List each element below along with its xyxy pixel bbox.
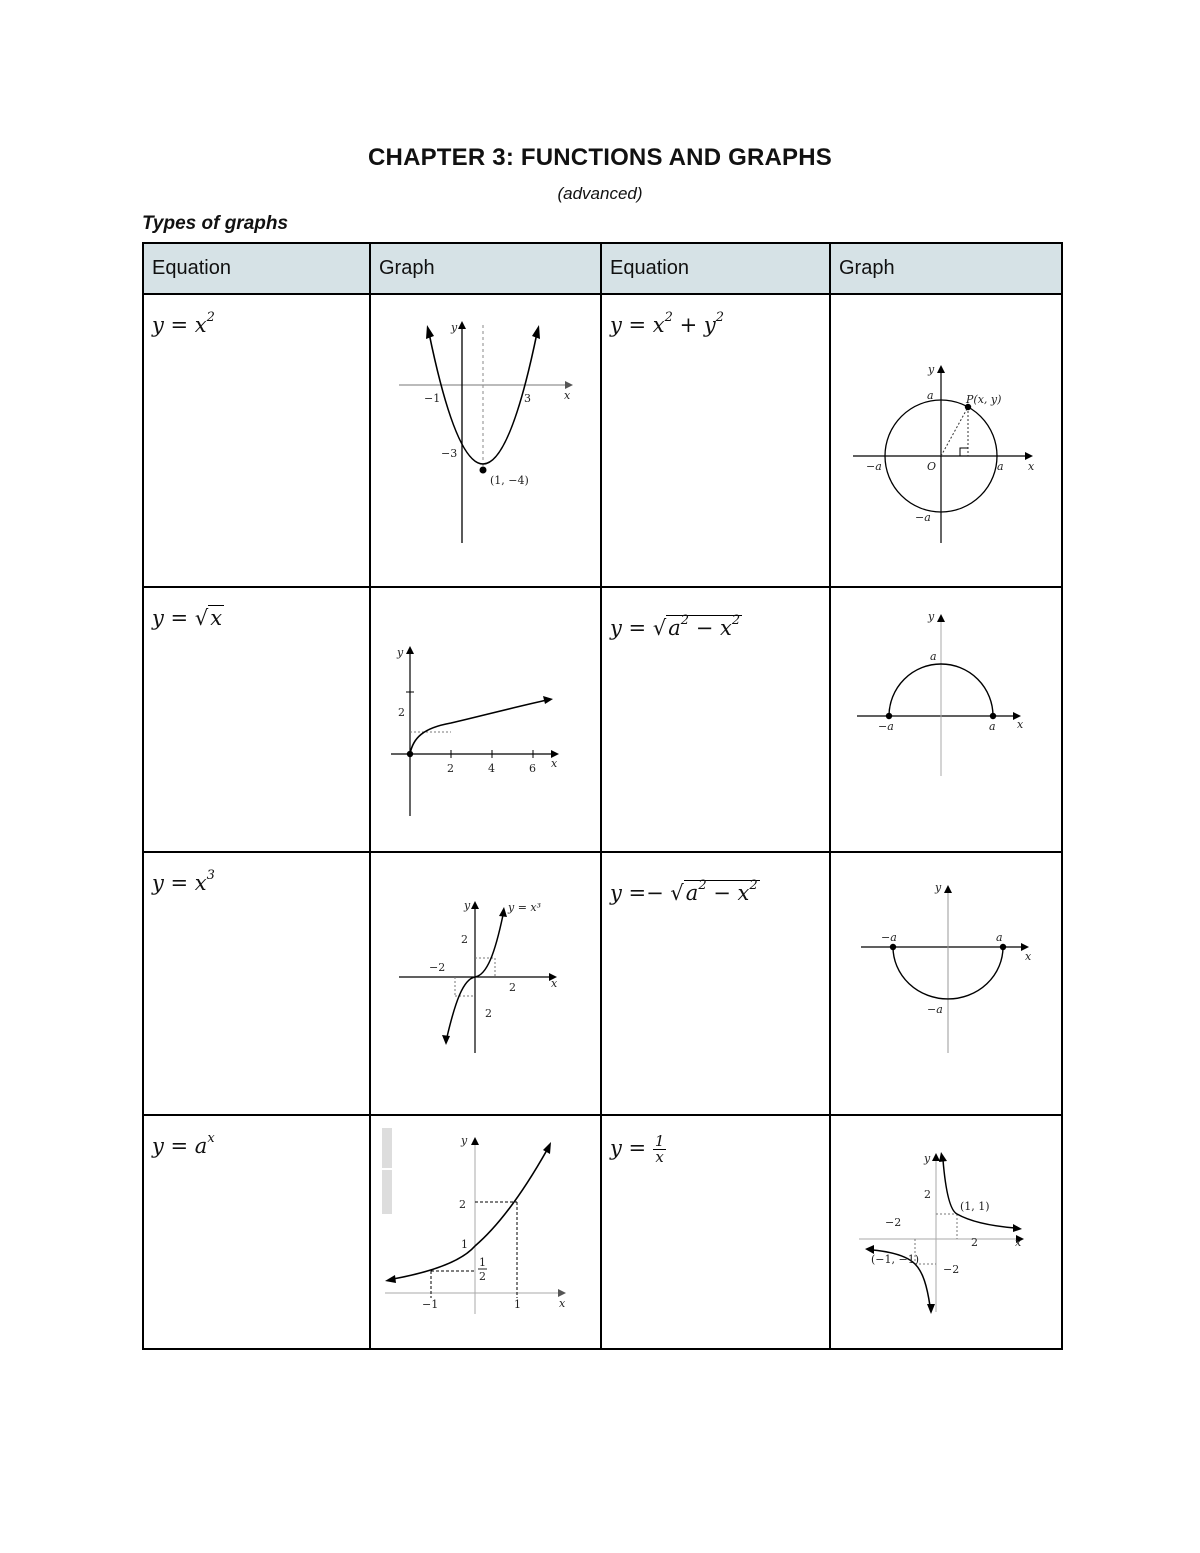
tick-label: 2 [459,1198,466,1211]
equation-cell [143,852,370,1115]
table-row [143,294,1062,587]
tick-label: −1 [422,1298,439,1311]
equation: $y = √a^2 - x^2$ [610,613,741,640]
tick-label: −a [881,931,897,944]
origin-label: O [927,460,937,473]
tick-label: −3 [441,447,458,460]
parabola-graph [371,295,602,588]
graph-cell [830,852,1062,1115]
equation: $y = x^2$ [152,310,215,337]
column-header-graph: Graph [370,243,601,294]
y-axis-label: y [451,321,458,334]
equation: $y = x^2 + y^2$ [610,310,725,337]
tick-label: a [996,931,1003,944]
y-axis-label: y [935,881,942,894]
tick-label: a [927,389,934,402]
tick-label: 2 [509,981,516,994]
tick-label: 2 [461,933,468,946]
upper-semicircle-graph [831,588,1063,853]
x-axis-label: x [1025,950,1032,963]
x-axis-label: x [1015,1236,1022,1249]
page-subtitle: (advanced) [557,184,643,203]
tick-label: 6 [529,762,536,775]
exponential-graph [371,1116,602,1350]
page-title: CHAPTER 3: FUNCTIONS AND GRAPHS [368,144,832,171]
x-axis-label: x [559,1297,566,1310]
cubic-graph [371,853,602,1116]
vertex-label: (1, −4) [490,474,529,487]
equation: y = √x [152,606,223,630]
column-header-equation: Equation [143,243,370,294]
header-row [143,243,1062,294]
equation-cell [601,294,830,587]
tick-label: 2 [447,762,454,775]
y-axis-label: y [464,899,471,912]
y-axis-label: y [461,1134,468,1147]
tick-label: −2 [943,1263,960,1276]
y-axis-label: y [924,1152,931,1165]
equation-cell [601,587,830,852]
tick-label: 1 [461,1238,468,1251]
tick-label: 2 [924,1188,931,1201]
equation-cell [601,852,830,1115]
graph-cell [370,587,601,852]
point-label: P(x, y) [966,393,1002,406]
reciprocal-graph [831,1116,1063,1350]
point-label: (1, 1) [960,1200,990,1213]
tick-label: −2 [429,961,446,974]
tick-label: 1 [479,1256,486,1269]
lower-semicircle-graph [831,853,1063,1116]
tick-label: −a [878,720,894,733]
table-row [143,852,1062,1115]
equation-cell [143,1115,370,1349]
tick-label: 2 [479,1270,486,1283]
point-label: (−1, −1) [871,1253,920,1266]
tick-label: 2 [485,1007,492,1020]
graph-cell [830,1115,1062,1349]
tick-label: −1 [424,392,441,405]
section-heading: Types of graphs [142,213,289,234]
graph-cell [370,1115,601,1349]
graph-cell [370,294,601,587]
x-axis-label: x [551,757,558,770]
y-axis-label: y [397,646,404,659]
equation-cell [143,587,370,852]
tick-label: a [997,460,1004,473]
tick-label: −a [866,460,882,473]
table-row [143,1115,1062,1349]
equation: $y =- √a^2 - x^2$ [610,878,758,905]
column-header-equation: Equation [601,243,830,294]
graphs-table [142,242,1063,1350]
tick-label: 1 [514,1298,521,1311]
curve-label: y = x³ [508,901,542,914]
y-axis-label: y [928,610,935,623]
tick-label: a [989,720,996,733]
graph-cell [370,852,601,1115]
graph-cell [830,587,1062,852]
graph-cell [830,294,1062,587]
tick-label: 2 [971,1236,978,1249]
column-header-graph: Graph [830,243,1062,294]
circle-graph [831,295,1063,588]
table-row [143,587,1062,852]
equation-cell [601,1115,830,1349]
x-axis-label: x [1028,460,1035,473]
tick-label: −a [915,511,931,524]
tick-label: 4 [488,762,495,775]
tick-label: 3 [524,392,531,405]
x-axis-label: x [564,389,571,402]
equation: y = $\frac{1}{x}$ [610,1132,665,1166]
tick-label: −a [927,1003,943,1016]
equation: $y = a^x$ [152,1131,215,1158]
x-axis-label: x [1017,718,1024,731]
square-root-graph [371,588,602,853]
equation-cell [143,294,370,587]
tick-label: a [930,650,937,663]
tick-label: −2 [885,1216,902,1229]
tick-label: 2 [398,706,405,719]
x-axis-label: x [551,977,558,990]
y-axis-label: y [928,363,935,376]
equation: $y = x^3$ [152,868,215,895]
fraction: $\frac{1}{x}$ [654,1132,665,1166]
